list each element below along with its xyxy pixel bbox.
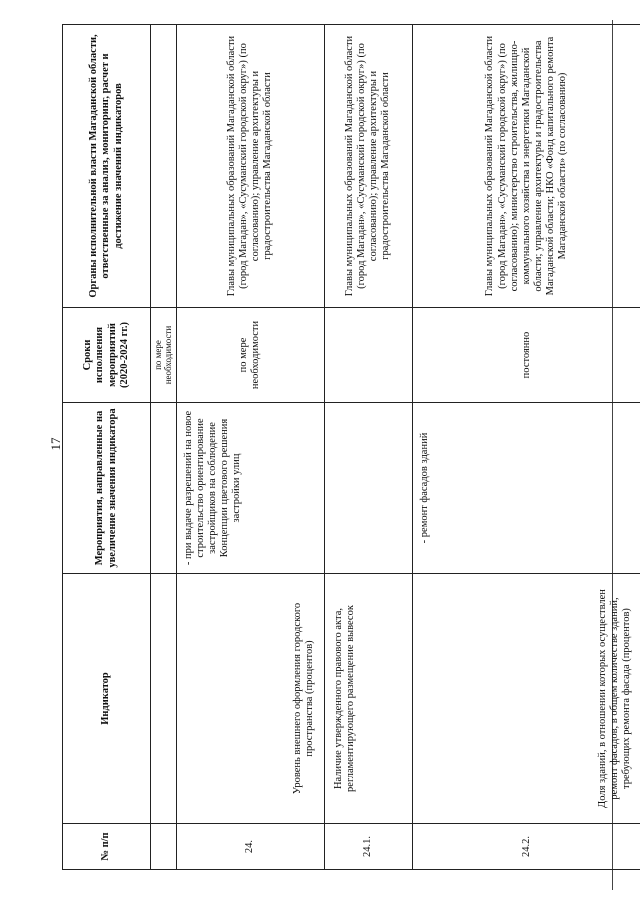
row-indicator: Наличие утвержденного правового акта, регламентирующего размещение вывесок (324, 574, 412, 824)
table-row (412, 25, 640, 870)
table-row (176, 25, 324, 870)
row-authorities: Главы муниципальных образований Магаданской области (город Магадан», «Сусуманский городской округ») (по согласованию); управление архитектуры и градостроительства Магаданской области (324, 25, 412, 308)
row-terms: постоянно (412, 308, 640, 403)
row-indicator: Уровень внешнего оформления городского пространства (процентов) (176, 574, 324, 824)
row-authorities: Главы муниципальных образований Магаданской области (город Магадан», «Сусуманский городской округ») (по согласованию); управление архитектуры и градостроительства Магаданской области (176, 25, 324, 308)
header-indicator: Индикатор (63, 574, 151, 824)
row-num: 24.2. (412, 824, 640, 870)
continuation-terms: по мере необходимости (151, 308, 177, 403)
row-measures (324, 403, 412, 574)
page-number: 17 (48, 437, 63, 451)
header-num: № п/п (63, 824, 151, 870)
row-measures: - при выдаче разрешений на новое строительство ориентирование застройщиков на соблюдение Концепции цветового решения застройки улиц (176, 403, 324, 574)
indicators-table (62, 24, 640, 870)
continuation-row (151, 25, 177, 870)
row-terms: по мере необходимости (176, 308, 324, 403)
header-measures: Мероприятия, направленные на увеличение значения индикатора (63, 403, 151, 574)
row-terms (324, 308, 412, 403)
row-indicator: Доля зданий, в отношении которых осуществлен ремонт фасадов, в общем количестве зданий, требующих ремонта фасада (процентов) (412, 574, 640, 824)
row-measures: - ремонт фасадов зданий (412, 403, 640, 574)
header-terms: Сроки исполнения мероприятий (2020-2024 гг.) (63, 308, 151, 403)
continuation-indicator (151, 574, 177, 824)
table-row (324, 25, 412, 870)
continuation-authorities (151, 25, 177, 308)
continuation-measures (151, 403, 177, 574)
table-header-row (63, 25, 151, 870)
row-num: 24. (176, 824, 324, 870)
header-authorities: Органы исполнительной власти Магаданской области, ответственные за анализ, мониторинг, расчет и достижение значений индикаторов (63, 25, 151, 308)
rotated-table-container (62, 25, 634, 870)
continuation-num (151, 824, 177, 870)
row-authorities: Главы муниципальных образований Магаданской области (город Магадан», «Сусуманский городской округ») (по согласованию); министерство строительства, жилищно-коммунального хозяйства и энергетики Магаданской области; управление архитектуры и градостроительства Магаданской области; НКО «Фонд капитального ремонта Магаданской области» (по согласованию) (412, 25, 640, 308)
row-num: 24.1. (324, 824, 412, 870)
